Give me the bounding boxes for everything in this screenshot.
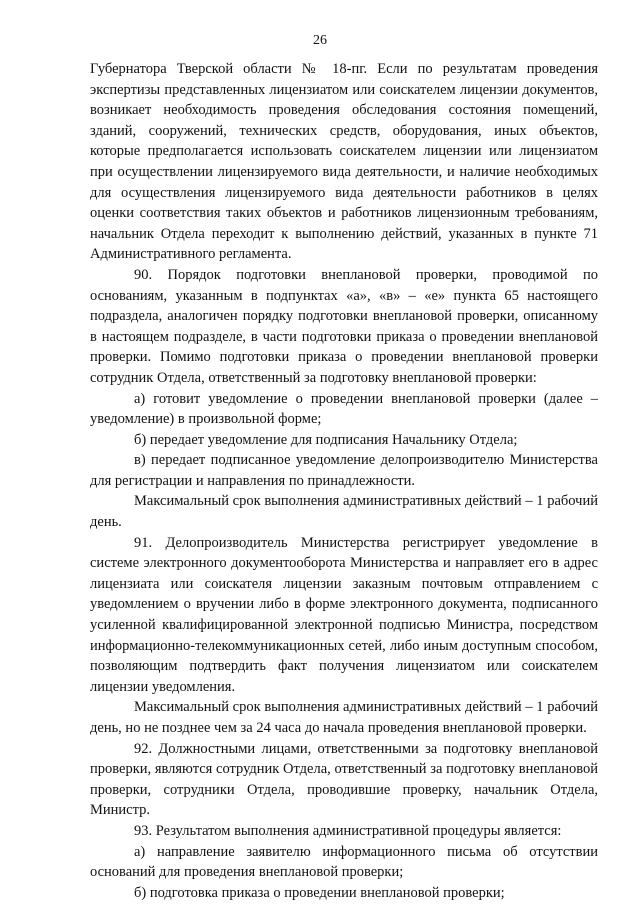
paragraph-91-deadline: Максимальный срок выполнения административных действий – 1 рабочий день, но не позднее чем за 24 часа до начала проведения внеплановой проверки. (90, 699, 598, 736)
paragraph-continuation: Губернатора Тверской области № 18-пг. Если по результатам проведения экспертизы представленных лицензиатом или соискателем лицензии документов, возникает необходимость проведения обследования состояния помещений, зданий, сооружений, технических средств, оборудования, иных объектов, которые предполагается использовать соискателем лицензии или лицензиатом при осуществлении лицензируемого вида деятельности, и наличие необходимых для осуществления лицензируемого вида деятельности работников в целях оценки соответствия таких объектов и работников лицензионным требованиям, начальник Отдела переходит к выполнению действий, указанных в пункте 71 Административного регламента. (90, 61, 598, 263)
paragraph-92: 92. Должностными лицами, ответственными за подготовку внеплановой проверки, являются сотрудник Отдела, ответственный за подготовку внеплановой проверки, сотрудники Отдела, проводившие проверку, начальник Отдела, Министр. (90, 740, 598, 819)
document-body (90, 59, 598, 903)
paragraph-93-b: б) подготовка приказа о проведении внеплановой проверки; (134, 884, 505, 901)
paragraph-91: 91. Делопроизводитель Министерства регистрирует уведомление в системе электронного документооборота Министерства и направляет его в адрес лицензиата или соискателя лицензии заказным почтовым отправлением с уведомлением о вручении либо в форме электронного документа, подписанного усиленной квалифицированной электронной подписью Министра, посредством информационно-телекоммуникационных сетей, либо иным доступным способом, позволяющим подтвердить факт получения лицензиатом или соискателем лицензии уведомления. (90, 534, 598, 695)
paragraph-90-b: б) передает уведомление для подписания Начальнику Отдела; (134, 431, 518, 448)
page-number: 26 (313, 33, 327, 48)
paragraph-90: 90. Порядок подготовки внеплановой проверки, проводимой по основаниям, указанным в подпунктах «а», «в» – «е» пункта 65 настоящего подраздела, аналогичен порядку подготовки внеплановой проверки, описанному в настоящем подразделе, в части подготовки приказа о проведении внеплановой проверки. Помимо подготовки приказа о проведении внеплановой проверки сотрудник Отдела, ответственный за подготовку внеплановой проверки: (90, 266, 598, 386)
paragraph-93: 93. Результатом выполнения административной процедуры является: (134, 822, 562, 839)
paragraph-90-deadline: Максимальный срок выполнения административных действий – 1 рабочий день. (90, 493, 598, 531)
paragraph-90-v: в) передает подписанное уведомление делопроизводителю Министерства для регистрации и направления по принадлежности. (90, 452, 598, 489)
paragraph-90-a: а) готовит уведомление о проведении внеплановой проверки (далее – уведомление) в произвольной форме; (90, 390, 598, 428)
paragraph-93-a: а) направление заявителю информационного письма об отсутствии оснований для проведения внеплановой проверки; (90, 843, 598, 881)
